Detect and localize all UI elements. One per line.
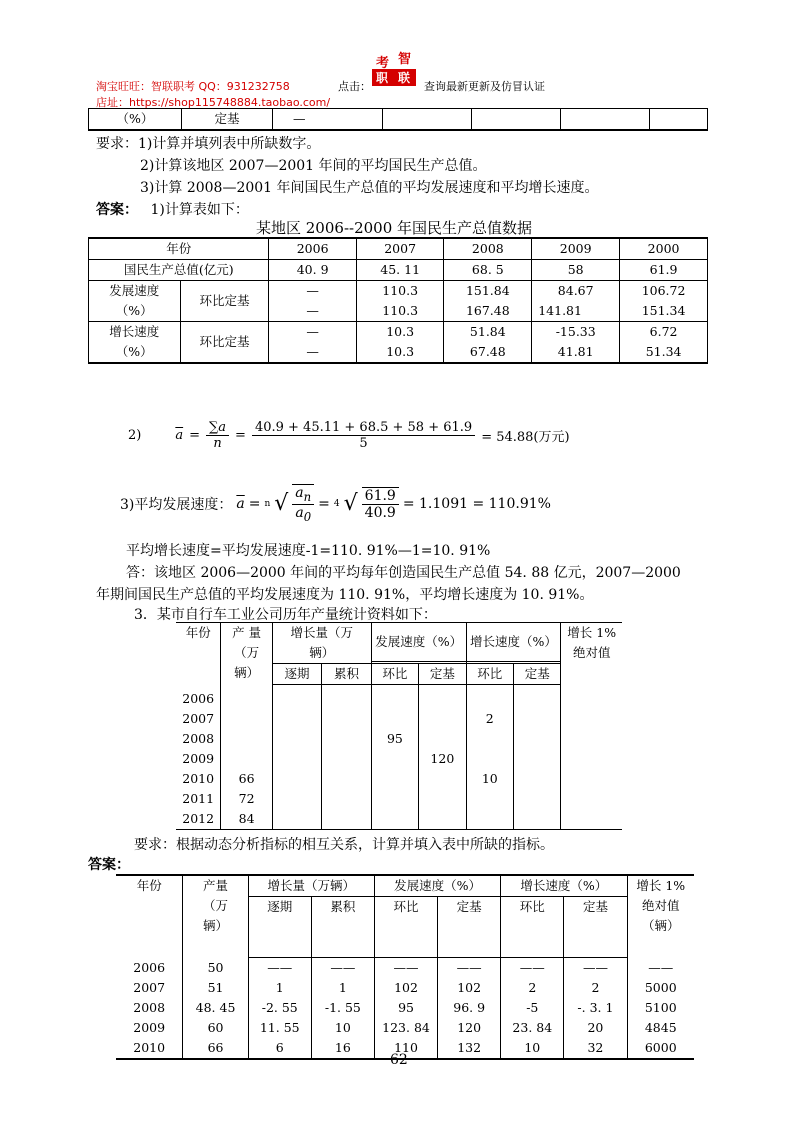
table-row: 2009 120 [176,749,622,769]
t2-h-dev: 发展速度（%） [371,623,466,662]
t1-grow-sub: 环比定基 [180,322,269,364]
t3-sub: 定基 [564,897,627,958]
formula-2-sum: ∑a [206,420,229,436]
t3-sub: 逐期 [248,897,311,958]
table-row: 2012 84 [176,809,622,830]
fragment-dash: — [273,109,383,131]
shop-contact: 淘宝旺旺：智联职考 QQ：931232758 [96,80,290,93]
answer-label: 答案： [96,202,138,218]
t2-sub: 定基 [419,664,466,685]
t1-gnp-label: 国民生产总值(亿元) [89,260,269,281]
formula-3-an: a [295,485,304,501]
table-cell: 40. 9 [269,260,356,281]
formula-2-n: n [213,436,222,451]
formula-2-num: 2) [128,428,142,443]
table-row: 2011 72 [176,789,622,809]
formula-2-abar: $\overline{a}$ [175,428,184,443]
t1-dev-label: 发展速度 （%） [89,281,181,322]
conclusion-line-2: 年期间国民生产总值的平均发展速度为 110. 91%，平均增长速度为 10. 91%。 [96,587,594,603]
logo-char-1: 考 [376,56,390,71]
requirement-3-text: 要求：根据动态分析指标的相互关系，计算并填入表中所缺的指标。 [134,837,554,853]
table-cell: 58 [532,260,620,281]
table-row: 2007 51 1 1 102 102 2 2 5000 [116,978,694,998]
t2-h-grow: 增长速度（%） [466,623,561,662]
table-row: 2006 [176,685,622,709]
table-row: 2009 60 11. 55 10 123. 84 120 23. 84 20 4845 [116,1018,694,1038]
table-cell: 61.9 [620,260,708,281]
table-cell: — [269,301,356,322]
t2-sub: 累积 [322,664,371,685]
table-cell: 110.3 [356,281,444,302]
formula-2-result: = 54.88(万元) [481,430,570,445]
table-cell: 6.72 [620,322,708,343]
table-cell: 51.84 [444,322,532,343]
formula-3-a0: a [295,504,304,521]
answer-1 [96,199,249,219]
formula-3-num: 61.9 [362,488,399,505]
t1-h-2007: 2007 [356,238,444,260]
t3-h-abs: 增长 1% 绝对值 （辆） [627,875,694,958]
formula-3-abar: $\overline{a}$ [236,495,245,512]
table-row: 2006 50 —— —— —— —— —— —— —— [116,958,694,979]
answer-3-label: 答案： [88,857,130,873]
table-cell: 68. 5 [444,260,532,281]
table-cell: 51.34 [620,342,708,363]
t3-sub: 累积 [311,897,374,958]
t3-h-year: 年份 [116,875,183,958]
bike-output-table [176,622,622,830]
table-cell: 10.3 [356,322,444,343]
t2-sub: 环比 [466,664,513,685]
logo-char-3: 职 [376,71,389,85]
t3-h-output: 产量 （万 辆） [183,875,248,958]
table-cell: — [269,322,356,343]
table-row: 2010 66 10 [176,769,622,789]
fragment-unit: （%） [89,109,182,131]
formula-3-n-index: n [264,498,271,509]
formula-3-den: 40.9 [364,504,396,521]
t1-h-2009: 2009 [532,238,620,260]
avg-growth-line: 平均增长速度=平均发展速度-1=110. 91%—1=10. 91% [126,543,491,559]
table-row: 2007 2 [176,709,622,729]
formula-2-calc-num: 40.9 + 45.11 + 68.5 + 58 + 61.9 [252,420,475,436]
gnp-table [88,237,708,364]
table-cell: -15.33 [532,322,620,343]
shop-address-text[interactable]: 店址：https://shop115748884.taobao.com/ [96,96,331,109]
previous-table-fragment [88,108,708,131]
t2-h-growth-amt: 增长量（万 辆） [272,623,371,664]
t1-h-2008: 2008 [444,238,532,260]
table-cell: 151.34 [620,301,708,322]
formula-3-an-sub: n [303,489,312,504]
table-cell: 167.48 [444,301,532,322]
formula-3-label: 3)平均发展速度： [120,496,233,513]
logo-char-2: 智 [398,52,412,67]
t2-sub: 逐期 [272,664,321,685]
requirement-2: 2)计算该地区 2007—2001 年间的平均国民生产总值。 [140,158,487,174]
table-cell: 84.67 [532,281,620,302]
t3-sub: 环比 [501,897,564,958]
table-row: 2008 48. 45 -2. 55 -1. 55 95 96. 9 -5 -. 3. 1 5100 [116,998,694,1018]
table-cell: 141.81 [532,301,620,322]
table-cell: 106.72 [620,281,708,302]
t1-h-2000: 2000 [620,238,708,260]
t1-dev-sub: 环比定基 [180,281,269,322]
t2-sub: 环比 [371,664,418,685]
bike-answer-table [116,874,694,1060]
t1-h-year: 年份 [89,238,269,260]
requirement-3: 3)计算 2008—2001 年间国民生产总值的平均发展速度和平均增长速度。 [140,180,599,196]
table-cell: 10.3 [356,342,444,363]
formula-2: 2) $\overline{a}$ = $\frac{\sum a}{n}$ = $\frac{40.9 + 45.11 + 68.5 + 58 + 61.9}{5}$ = 54.88(万元) [128,420,570,451]
t2-h-year: 年份 [176,623,221,685]
requirement-1: 要求：1)计算并填列表中所缺数字。 [96,136,321,152]
formula-3-root-index: 4 [333,498,340,509]
table-cell: 110.3 [356,301,444,322]
t2-h-abs: 增长 1% 绝对值 [561,623,622,685]
click-label: 点击： [338,80,371,93]
formula-3: 3)平均发展速度： $\overline{a}$ = n √ $\frac{a_n}{a_0}$ = 4 √ $\frac{61.9}{40.9}$ = 1.1091 = 110.91% [120,485,551,524]
formula-2-calc-den: 5 [359,436,368,451]
t3-h-growth-amt: 增长量（万辆） [248,875,374,897]
t3-sub: 环比 [374,897,437,958]
formula-3-result: = 1.1091 = 110.91% [402,495,551,512]
verify-link[interactable]: 查询最新更新及仿冒认证 [424,80,545,93]
conclusion-line-1: 答：该地区 2006—2000 年间的平均每年创造国民生产总值 54. 88 亿元，2007—2000 [126,565,681,581]
t2-h-output: 产 量 （万 辆） [221,623,272,685]
table-row: 2008 95 [176,729,622,749]
table-row: 2010 66 6 16 110 132 10 32 6000 [116,1038,694,1059]
answer-1-text: 1)计算表如下： [150,202,249,218]
t3-h-dev: 发展速度（%） [374,875,500,897]
page-number: 62 [390,1052,408,1068]
table-cell: 45. 11 [356,260,444,281]
t1-grow-label: 增长速度 （%） [89,322,181,364]
question-3-title: 3．某市自行车工业公司历年产量统计资料如下： [134,607,437,623]
t2-sub: 定基 [513,664,560,685]
formula-3-a0-sub: 0 [303,509,312,524]
t3-h-grow: 增长速度（%） [501,875,627,897]
logo-char-4: 联 [398,71,411,85]
table-cell: 41.81 [532,342,620,363]
t3-sub: 定基 [438,897,501,958]
table-cell: 151.84 [444,281,532,302]
fragment-base: 定基 [182,109,273,131]
table-cell: 67.48 [444,342,532,363]
table1-title: 某地区 2006--2000 年国民生产总值数据 [256,219,533,237]
t1-h-2006: 2006 [269,238,356,260]
table-cell: — [269,281,356,302]
logo-icon[interactable] [372,52,416,86]
table-cell: — [269,342,356,363]
